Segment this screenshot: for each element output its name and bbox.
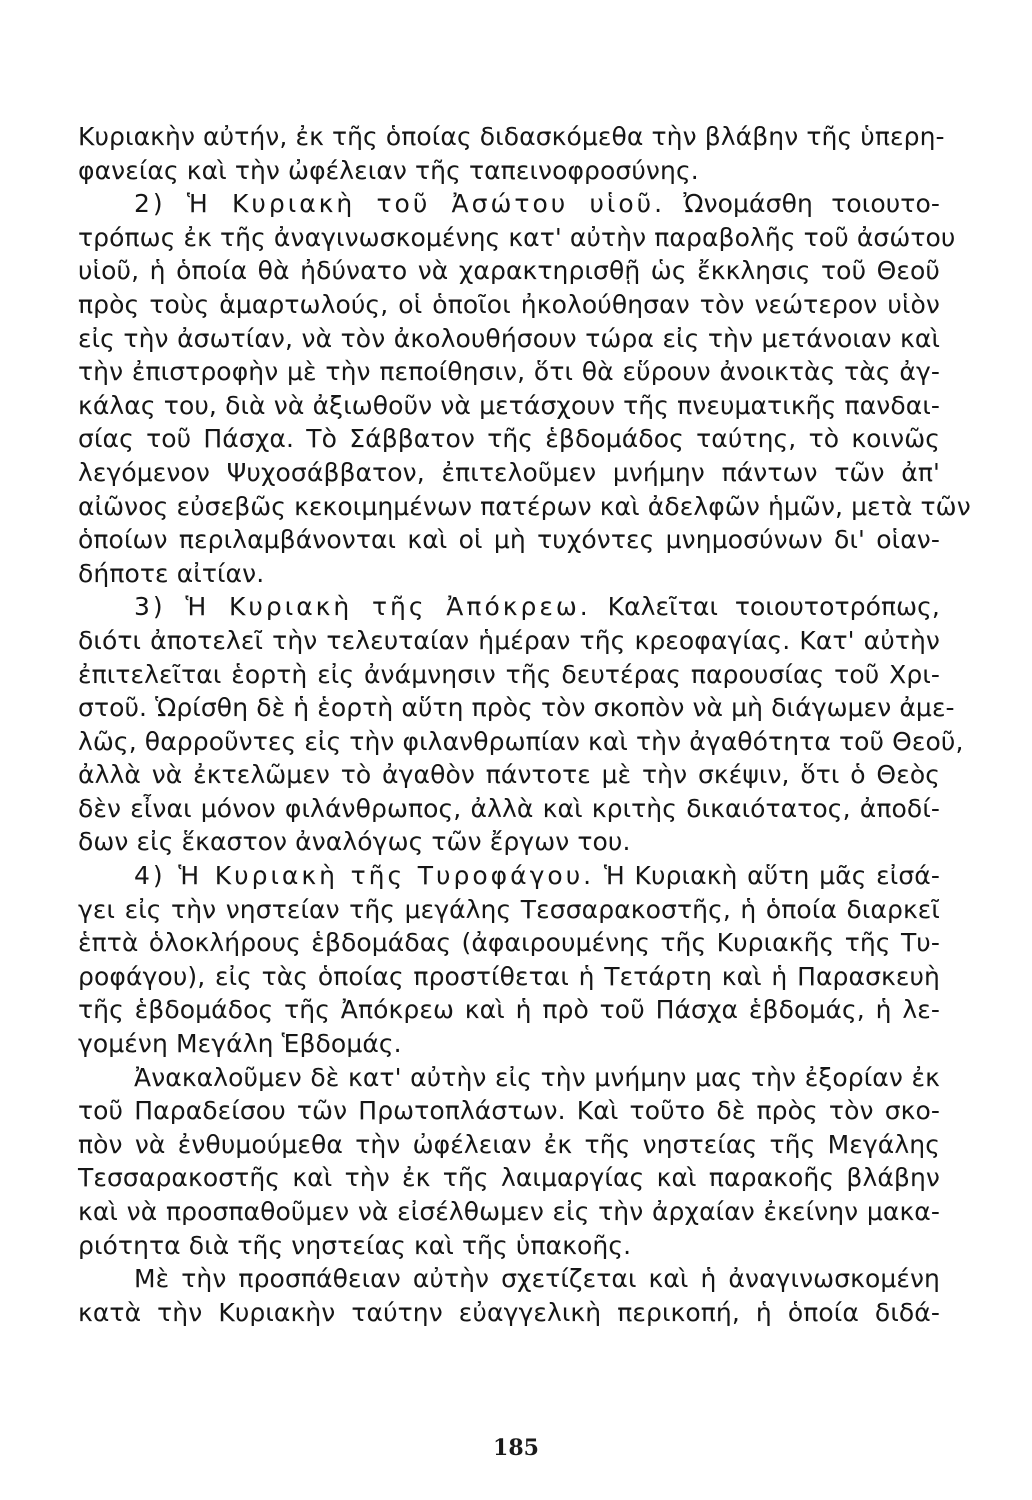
text-line: τοῦ Παραδείσου τῶν Πρωτοπλάστων. Καὶ τοῦτο δὲ πρὸς τὸν σκο- <box>78 1096 940 1126</box>
paragraph-perikopi <box>78 1262 940 1329</box>
section-asotou <box>78 187 971 590</box>
text-line: καὶ νὰ προσπαθοῦμεν νὰ εἰσέλθωμεν εἰς τὴν ἀρχαίαν ἐκείνην μακα- <box>78 1197 940 1226</box>
section-tyrofagou <box>78 859 940 1061</box>
text-line: κατὰ τὴν Κυριακὴν ταύτην εὐαγγελικὴ περικοπή, ἡ ὁποία διδά- <box>78 1297 940 1327</box>
text-line: γομένη Μεγάλη Ἑβδομάς. <box>78 1029 402 1059</box>
text-line: ριότητα διὰ τῆς νηστείας καὶ τῆς ὑπακοῆς. <box>78 1230 632 1260</box>
text-line: σίας τοῦ Πάσχα. Τὸ Σάββατον τῆς ἑβδομάδος ταύτης, τὸ κοινῶς <box>78 424 940 454</box>
text-line: φανείας καὶ τὴν ὠφέλειαν τῆς ταπεινοφροσύνης. <box>78 155 699 185</box>
text-fragment: Καλεῖται τοιουτοτρόπως, <box>590 592 940 622</box>
text-line: εἰς τὴν ἀσωτίαν, νὰ τὸν ἀκολουθήσουν τώρα εἰς τὴν μετάνοιαν καὶ <box>78 323 940 353</box>
text-fragment: Ὠνομάσθη τοιουτο- <box>665 189 940 219</box>
text-line: στοῦ. Ὡρίσθη δὲ ἡ ἑορτὴ αὕτη πρὸς τὸν σκοπὸν νὰ μὴ διάγωμεν ἀμε- <box>78 693 955 723</box>
text-line: αἰῶνος εὐσεβῶς κεκοιμημένων πατέρων καὶ ἀδελφῶν ἡμῶν, μετὰ τῶν <box>78 491 971 521</box>
book-page-text <box>78 120 971 1329</box>
text-line: πὸν νὰ ἐνθυμούμεθα τὴν ὠφέλειαν ἐκ τῆς νηστείας τῆς Μεγάλης <box>78 1129 940 1159</box>
paragraph-continuation <box>78 120 945 187</box>
text-line <box>78 859 940 893</box>
text-line: Μὲ τὴν προσπάθειαν αὐτὴν σχετίζεται καὶ ἡ ἀναγινωσκομένη <box>134 1264 940 1294</box>
text-line: ἑπτὰ ὁλοκλήρους ἑβδομάδας (ἀφαιρουμένης τῆς Κυριακῆς τῆς Τυ- <box>78 928 940 958</box>
text-line: γει εἰς τὴν νηστείαν τῆς μεγάλης Τεσσαρακοστῆς, ἡ ὁποία διαρκεῖ <box>78 894 940 924</box>
text-line: Ἀνακαλοῦμεν δὲ κατ' αὐτὴν εἰς τὴν μνήμην μας τὴν ἐξορίαν ἐκ <box>134 1062 940 1092</box>
text-line: ἐπιτελεῖται ἑορτὴ εἰς ἀνάμνησιν τῆς δευτέρας παρουσίας τοῦ Χρι- <box>78 659 940 689</box>
paragraph-exoria <box>78 1061 940 1263</box>
text-line: πρὸς τοὺς ἁμαρτωλούς, οἱ ὁποῖοι ἠκολούθησαν τὸν νεώτερον υἱὸν <box>78 289 940 319</box>
text-line: Τεσσαρακοστῆς καὶ τὴν ἐκ τῆς λαιμαργίας καὶ παρακοῆς βλάβην <box>78 1163 940 1193</box>
text-line: δήποτε αἰτίαν. <box>78 558 265 588</box>
text-line: δων εἰς ἕκαστον ἀναλόγως τῶν ἔργων του. <box>78 827 631 857</box>
text-line <box>78 590 940 624</box>
text-line: λῶς, θαρροῦντες εἰς τὴν φιλανθρωπίαν καὶ τὴν ἀγαθότητα τοῦ Θεοῦ, <box>78 726 964 756</box>
text-line: τῆς ἑβδομάδος τῆς Ἀπόκρεω καὶ ἡ πρὸ τοῦ Πάσχα ἑβδομάς, ἡ λε- <box>78 995 940 1025</box>
text-line: ὁποίων περιλαμβάνονται καὶ οἱ μὴ τυχόντες μνημοσύνων δι' οἱαν- <box>78 525 940 555</box>
text-line: κάλας του, διὰ νὰ ἀξιωθοῦν νὰ μετάσχουν τῆς πνευματικῆς πανδαι- <box>78 390 940 420</box>
section-heading: 4) Ἡ Κυριακὴ τῆς Τυροφάγου. <box>134 861 595 891</box>
text-line: τὴν ἐπιστροφὴν μὲ τὴν πεποίθησιν, ὅτι θὰ εὕρουν ἀνοικτὰς τὰς ἀγ- <box>78 357 940 387</box>
text-fragment: Ἡ Κυριακὴ αὕτη μᾶς εἰσά- <box>594 861 940 891</box>
text-line: λεγόμενον Ψυχοσάββατον, ἐπιτελοῦμεν μνήμην πάντων τῶν ἀπ' <box>78 457 940 487</box>
page-number: 185 <box>493 1435 539 1461</box>
text-line: διότι ἀποτελεῖ τὴν τελευταίαν ἡμέραν τῆς κρεοφαγίας. Κατ' αὐτὴν <box>78 625 940 655</box>
text-line: ροφάγου), εἰς τὰς ὁποίας προστίθεται ἡ Τετάρτη καὶ ἡ Παρασκευὴ <box>78 961 940 991</box>
section-heading: 3) Ἡ Κυριακὴ τῆς Ἀπόκρεω. <box>134 592 591 622</box>
text-line: υἱοῦ, ἡ ὁποία θὰ ἠδύνατο νὰ χαρακτηρισθῇ ὡς ἔκκλησις τοῦ Θεοῦ <box>78 256 940 286</box>
section-heading: 2) Ἡ Κυριακὴ τοῦ Ἀσώτου υἱοῦ. <box>134 189 666 219</box>
text-line <box>78 187 940 221</box>
text-line: ἀλλὰ νὰ ἐκτελῶμεν τὸ ἀγαθὸν πάντοτε μὲ τὴν σκέψιν, ὅτι ὁ Θεὸς <box>78 760 940 790</box>
text-line: τρόπως ἐκ τῆς ἀναγινωσκομένης κατ' αὐτὴν παραβολῆς τοῦ ἀσώτου <box>78 222 956 252</box>
section-apokreo <box>78 590 964 859</box>
text-line: Κυριακὴν αὐτήν, ἐκ τῆς ὁποίας διδασκόμεθα τὴν βλάβην τῆς ὑπερη- <box>78 122 945 151</box>
text-line: δὲν εἶναι μόνον φιλάνθρωπος, ἀλλὰ καὶ κριτὴς δικαιότατος, ἀποδί- <box>78 793 940 823</box>
